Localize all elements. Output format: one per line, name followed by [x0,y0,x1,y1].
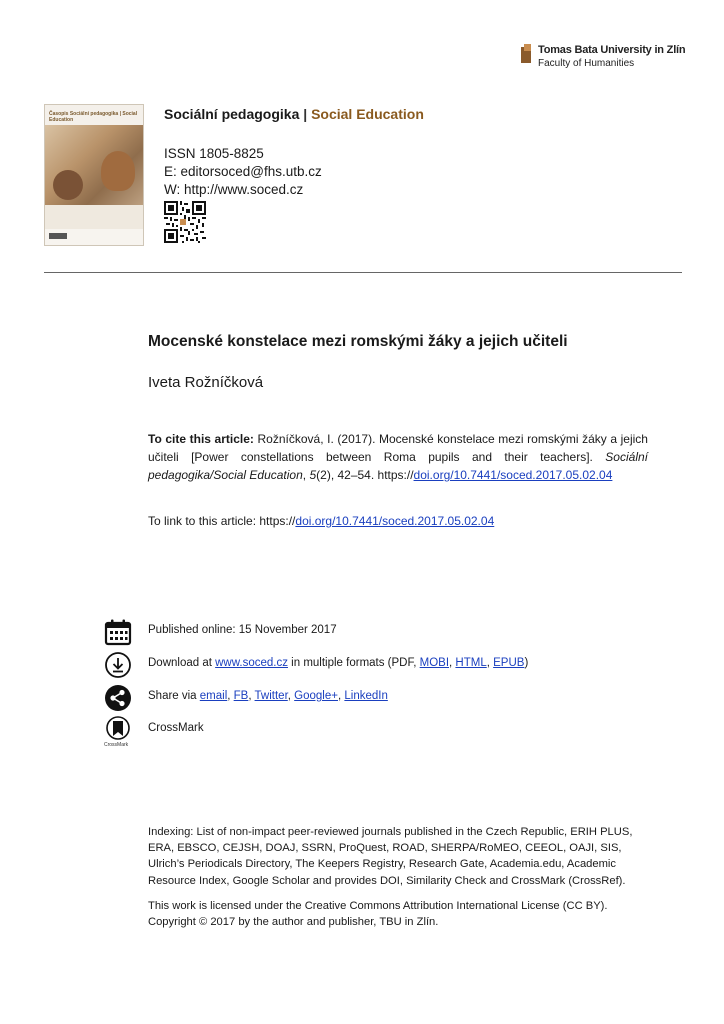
journal-email[interactable]: E: editorsoced@fhs.utb.cz [164,164,322,179]
citation-doi-link[interactable]: doi.org/10.7441/soced.2017.05.02.04 [413,468,613,482]
format-mobi-link[interactable]: MOBI [419,657,450,669]
share-fb-link[interactable]: FB [233,690,249,702]
crossmark-icon-label: CrossMark [104,742,129,748]
share-prefix: Share via [148,690,200,702]
citation-label: To cite this article: [148,432,254,446]
cover-header [45,105,143,125]
journal-title [164,106,424,122]
university-logo-mark [521,47,531,63]
article-title: Mocenské konstelace mezi romskými žáky a jejich učiteli [148,333,568,350]
share-text: Share via email, FB, Twitter, Google+, LinkedIn [148,690,388,702]
citation-block [148,430,648,484]
university-logo [521,44,691,76]
faculty-name: Faculty of Humanities [538,58,635,69]
share-linkedin-link[interactable]: LinkedIn [344,690,388,702]
citation-text: Rožníčková, I. (2017). Mocenské konstelace mezi romskými žáky a jejich učiteli [Power constellations between Roma pupils and their teachers]. [148,432,648,464]
download-site-link[interactable]: www.soced.cz [215,657,288,669]
download-end: ) [524,657,529,669]
cover-child-figure [53,170,83,200]
crossmark-text[interactable]: CrossMark [148,722,204,734]
journal-title-cz: Sociální pedagogika [164,106,300,122]
citation-volume: 5 [309,468,317,482]
crossmark-row [104,716,664,748]
published-date: Published online: 15 November 2017 [148,624,337,636]
download-prefix: Download at [148,657,216,669]
cover-table [45,205,143,229]
cover-title: Časopis Sociální pedagogika | Social Education [49,111,138,123]
share-icon[interactable] [104,684,132,712]
share-row [104,684,664,712]
cover-teacher-figure [101,151,135,191]
qr-code-icon[interactable] [164,201,206,243]
published-row [104,618,664,646]
download-row [104,651,664,679]
format-epub-link[interactable]: EPUB [493,657,525,669]
cover-footer [45,229,143,245]
license-paragraph: This work is licensed under the Creative Commons Attribution International License (CC BY). Copyright © 2017 by the author and publisher, TBU in Zlín. [148,900,608,929]
citation-issue: (2), 42–54. https:// [316,468,414,482]
indexing-paragraph: Indexing: List of non-impact peer-reviewed journals published in the Czech Republic, ERIH PLUS, ERA, EBSCO, CEJSH, DOAJ, SSRN, ProQuest, ROAD, SHERPA/RoMEO, CEEOL, OAJI, SIS, Ulrich’s Periodicals Directory, The Keepers Registry, Research Gate, Academia.edu, Academic Resource Index, Google Scholar and provides DOI, Similarity Check and CrossMark (CrossRef). [148,826,633,887]
article-link-label: To link to this article: https:// [148,514,296,528]
university-name: Tomas Bata University in Zlín [538,44,686,56]
share-email-link[interactable]: email [199,690,228,702]
journal-title-en: Social Education [311,106,424,122]
format-html-link[interactable]: HTML [455,657,487,669]
share-google-link[interactable]: Google+ [294,690,338,702]
article-author: Iveta Rožníčková [148,374,264,391]
citation-journal: Sociální pedagogika/Social Education [148,450,648,482]
calendar-icon [104,618,132,646]
download-text: Download at www.soced.cz in multiple formats (PDF, MOBI, HTML, EPUB) [148,657,529,669]
journal-cover-image [44,104,144,246]
crossmark-icon[interactable] [104,716,132,744]
article-link-line [148,514,494,528]
article-doi-link[interactable]: doi.org/10.7441/soced.2017.05.02.04 [295,514,495,528]
share-twitter-link[interactable]: Twitter [254,690,288,702]
download-icon[interactable] [104,651,132,679]
journal-issn: ISSN 1805-8825 [164,146,264,161]
header-divider [44,272,682,273]
journal-website[interactable]: W: http://www.soced.cz [164,182,304,197]
journal-title-separator: | [303,106,308,122]
citation-separator: , [302,468,307,482]
download-mid: in multiple formats (PDF, [287,657,420,669]
